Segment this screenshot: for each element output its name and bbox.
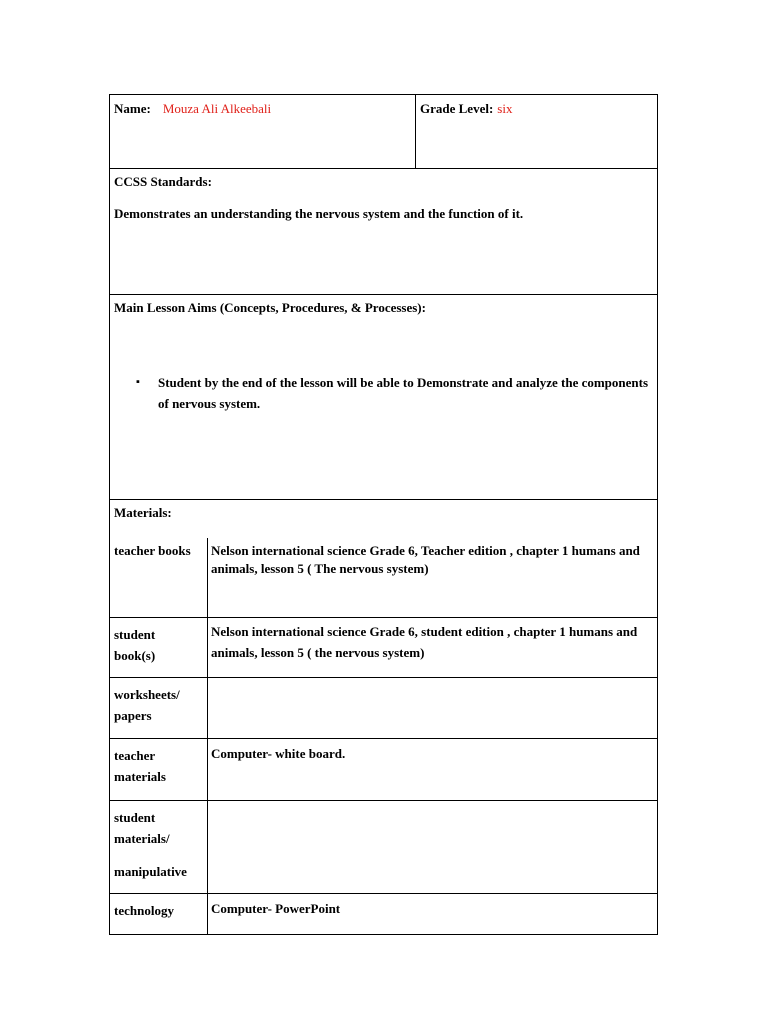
- materials-row-teacher-books: [110, 538, 657, 618]
- aim-text: Student by the end of the lesson will be able to Demonstrate and analyze the components of nervous system.: [158, 375, 649, 411]
- materials-row-label: [110, 739, 208, 800]
- materials-row-teacher-materials: [110, 739, 657, 801]
- materials-row-value: Computer- white board.: [211, 746, 346, 761]
- square-bullet-icon: ▪: [136, 376, 140, 388]
- grade-label: Grade Level:: [420, 101, 494, 116]
- standards-section: [110, 169, 657, 295]
- materials-row-value: [208, 801, 657, 893]
- aims-label: Main Lesson Aims (Concepts, Procedures, & Processes):: [114, 300, 426, 315]
- label-line: manipulative: [114, 864, 187, 879]
- label-line: student: [114, 627, 156, 642]
- list-item: [136, 372, 649, 414]
- label-line: papers: [114, 708, 152, 723]
- name-value: Mouza Ali Alkeebali: [162, 101, 272, 116]
- name-cell: [110, 95, 416, 168]
- label-line: teacher: [114, 748, 156, 763]
- materials-row-worksheets: [110, 678, 657, 739]
- materials-row-student-books: [110, 618, 657, 678]
- materials-row-label: technology: [110, 894, 208, 934]
- name-label: Name:: [114, 101, 151, 116]
- materials-row-technology: [110, 894, 657, 934]
- materials-label: Materials:: [114, 505, 172, 520]
- header-row: [110, 95, 657, 169]
- lesson-plan-form: [109, 94, 658, 935]
- materials-row-value: [208, 678, 657, 738]
- materials-row-value: Nelson international science Grade 6, student edition , chapter 1 humans and animals, lesson 5 ( the nervous system): [211, 624, 638, 660]
- label-line: book(s): [114, 648, 156, 663]
- aims-list: [136, 372, 649, 414]
- label-line: student: [114, 810, 156, 825]
- materials-row-label: [110, 618, 208, 677]
- materials-row-label: [110, 801, 208, 893]
- materials-row-value: Nelson international science Grade 6, Teacher edition , chapter 1 humans and animals, lesson 5 ( The nervous system): [211, 543, 640, 576]
- aims-section: [110, 295, 657, 500]
- standards-text: Demonstrates an understanding the nervous system and the function of it.: [114, 206, 524, 221]
- materials-header: [110, 500, 657, 538]
- materials-row-value: Computer- PowerPoint: [211, 901, 341, 916]
- standards-label: CCSS Standards:: [114, 174, 212, 189]
- grade-cell: [416, 95, 657, 168]
- materials-row-student-materials: [110, 801, 657, 894]
- label-line: worksheets/: [114, 687, 180, 702]
- label-line: materials/: [114, 831, 170, 846]
- materials-row-label: teacher books: [110, 538, 208, 617]
- materials-row-label: [110, 678, 208, 738]
- grade-value: six: [497, 101, 513, 116]
- label-spacer: [114, 849, 203, 861]
- label-line: materials: [114, 769, 166, 784]
